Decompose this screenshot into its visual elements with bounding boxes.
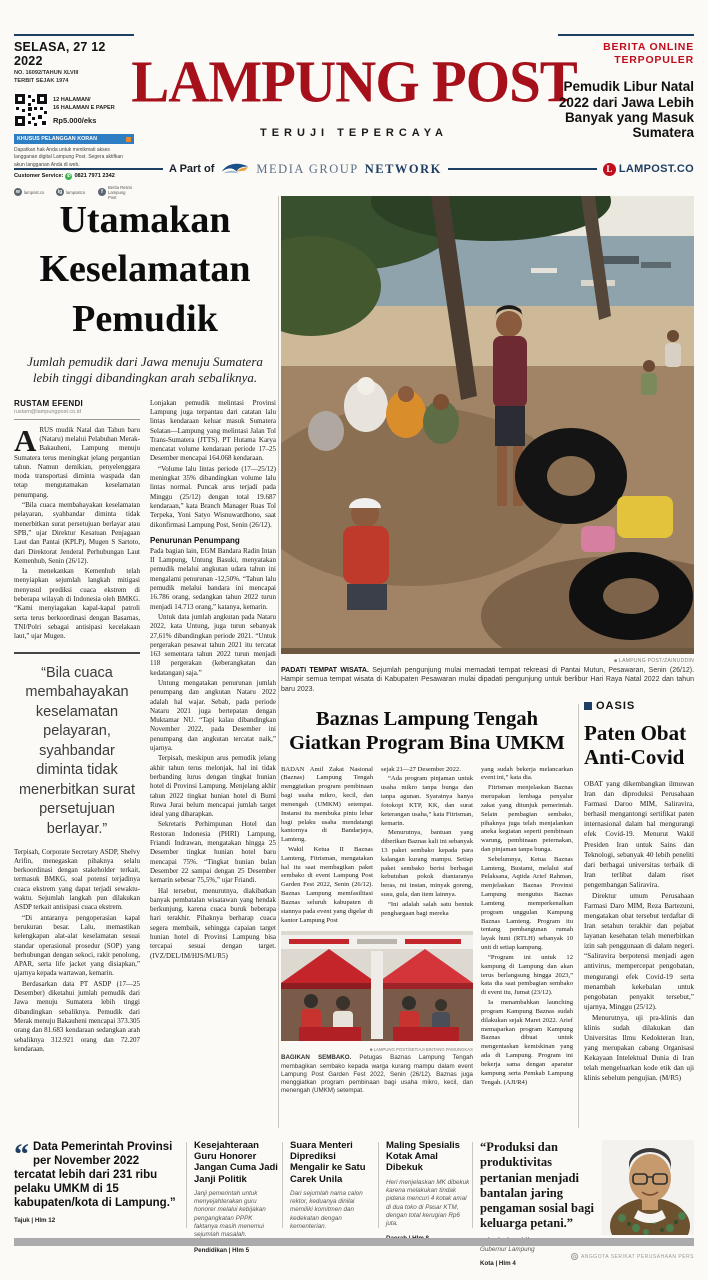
byline: RUSTAM EFENDI	[14, 398, 84, 408]
article-column-1	[14, 399, 140, 1054]
paragraph: “Ini adalah salah satu bentuk penghargaan bagi mereka	[381, 900, 473, 917]
divider	[14, 34, 134, 36]
teaser-pendidikan	[194, 1140, 278, 1254]
teaser-title: Maling Spesialis Kotak Amal Dibekuk	[386, 1140, 460, 1174]
teaser-title: Suara Menteri Diprediksi Mengalir ke Satu Carek Unila	[290, 1140, 366, 1185]
masthead-tagline: TERUJI TEPERCAYA	[260, 127, 448, 139]
pages-price-block	[53, 93, 115, 126]
oasis-label-row	[584, 700, 694, 712]
lead-photo-caption	[281, 658, 694, 694]
divider	[558, 34, 694, 36]
popular-label	[558, 41, 694, 67]
photo-caption-text	[281, 666, 694, 694]
lampost-logo	[603, 163, 694, 176]
photo-credit: ■ LAMPUNG POST/ZAINUDDIN	[614, 658, 694, 664]
navy-square-icon	[584, 702, 592, 710]
paragraph: sejak 21—27 Desember 2022.	[381, 765, 461, 773]
governor-portrait	[602, 1140, 694, 1235]
paragraph: OBAT yang dikembangkan ilmuwan Iran dan diproduksi Perusahaan Farmasi Daroo MIM, Saliravira, berhasil mengantongi sertifikat paten internasional dalam hal mengurangi efek Covid-19. Menurut Wakil Presiden Iran untuk Sains dan Teknologi, sebanyak 40 lebih peneliti dari berbagai universitas terbaik di Iran terlibat dalam riset pengembangan Saliravira.	[584, 780, 694, 889]
paragraph: Ia menambahkan launching program Kampung Baznas sudah dilakukan sejak Maret 2022. Arief memaparkan program Kampung Baznas dibuat untuk mengentaskan kemiskinan yang ada di Lampung. Program ini bekerja sama dengan aparatur kampung serta Pemkab Lampung Tengah. (AJI/R4)	[481, 999, 573, 1086]
baznas-article	[281, 708, 573, 1132]
popular-label-line2: TERPOPULER	[614, 54, 694, 67]
beach-photo-illustration	[281, 196, 694, 654]
caption-lead: BAGIKAN SEMBAKO.	[281, 1054, 352, 1062]
paragraph: Pada bagian lain, EGM Bandara Radin Intan II Lampung, Untung Basuki, menyatakan pemudik melalui angkutan udara tahun ini mengalami penurunan -12,50%. “Tahun lalu pemudik melalui bandara ini mencapai 16.786 orang, sedangkan tahun 2022 turun menjadi 14.713 orang,” katanya, kemarin.	[150, 546, 276, 611]
teaser-divider	[282, 1142, 283, 1228]
media-group-eagle-icon	[220, 160, 250, 178]
teaser-quote-block	[480, 1140, 596, 1267]
paragraph: Lonjakan pemudik melintasi Provinsi Lampung juga terpantau dari catatan lalu lintas kendaraan keluar masuk Sumatera Selatan—Lampung yang melintasi Jalan Tol Trans-Sumatera (JTTS). PT Hutama Karya mencatat volume kendaraan periode 17–25 Desember mencapai 164.068 kendaraan.	[150, 398, 276, 463]
masthead-title: LAMPUNG POST	[131, 49, 577, 116]
lead-photo	[281, 196, 694, 654]
lead-article	[14, 196, 276, 1128]
paragraph: Menurutnya, bantuan yang diberikan Baznas kali ini sebanyak 13 paket sembako kepada para kalangan kurang mampu. Setiap paket sembako berisi berbagai kebutuhan pokok diantaranya beras, mi instan, minyak goreng, susu, gula, dan item lainnya.	[381, 829, 473, 899]
column-divider	[278, 196, 279, 1128]
customer-service-label: Customer Service:	[14, 173, 64, 180]
paragraph: Sekretaris Perhimpunan Hotel dan Restoran Indonesia (PHRI) Lampung, Friandi Indrawan, mengatakan hingga 25 Desember tingkat hunian hotel baru mencapai 75%. “Tingkat hunian bulan Desember 22 sampai dengan 25 Desember kemarin sebesar 75,5%,” ujar Friandi.	[150, 820, 276, 885]
drop-cap: A	[14, 422, 37, 458]
lead-headline: Utamakan Keselamatan Pemudik	[39, 199, 251, 340]
oasis-headline: Paten Obat Anti-Covid	[584, 721, 687, 769]
governor-quote: “Produksi dan produktivitas pertanian menjadi bantalan jaring pengaman sosial bagi keluarga petani.”	[480, 1140, 594, 1231]
quote-icon: “	[14, 1138, 29, 1171]
network-label: NETWORK	[364, 161, 442, 176]
popular-online-block	[558, 34, 694, 141]
teaser-quote-text: Data Pemerintah Provinsi per November 2022 tercatat lebih dari 231 ribu pelaku UMKM di 15 kabupaten/kota di Lampung.”	[14, 1141, 176, 1210]
edition-number	[14, 70, 134, 85]
paragraph: Fitrisman menjelaskan Baznas merupakan lembaga penyalur zakat yang ditunjuk pemerintah. Selain pembagian sembako, pihaknya juga telah menjalankan aneka kegiatan seperti pembinaan warung, pembinaan peternakan, dan pinjaman tanpa bunga.	[481, 784, 573, 853]
divider	[448, 168, 597, 170]
paragraph-text: RUS mudik Natal dan Tahun baru (Nataru) melalui Pelabuhan Merak-Bakauheni, Lampung menuju Sumatera terus meningkat jelang pergantian tahun. Namun demikian, penyelenggara moda transportasi diminta waspada dan tetap mengutamakan keselamatan penumpang.	[14, 425, 140, 499]
baznas-column-1	[281, 766, 373, 926]
teaser-governor-quote	[480, 1140, 694, 1267]
paragraph	[14, 422, 140, 500]
photo-credit: ■ LAMPUNG POST/SETIAJI BINTANG PAMUNGKAS	[369, 1047, 473, 1053]
paragraph: yang sudah bekerja melancarkan event ini,” kata dia.	[481, 765, 573, 782]
media-group-label: MEDIA GROUP	[256, 161, 359, 176]
paragraph: Sebelumnya, Ketua Baznas Lamteng, Bustami, melalui staf Pelaksana, Aqtida Arief Rahman, menjelaskan Baznas Provinsi Lampung mengutus Baznas Lamteng memperkenalkan program unggulan Kampung Baznas Lamteng. Program itu tentang pembangunan rumah layak huni (RTLH) sebanyak 10 unit di setiap kampung.	[481, 855, 573, 952]
subscriber-banner	[14, 134, 134, 144]
paragraph: Untuk data jumlah angkutan pada Nataru 2022, kata Untung, juga turun sebanyak 27,61% dibandingkan periode 2021. “Untuk pergerakan pesawat tahun 2021 itu tercatat 163 sementara tahun 2022 turun menjadi 118 pergerakan (keberangkatan dan kedatangan) saja.”	[150, 612, 276, 677]
teaser-desc: Janji pemerintah untuk menyejahterakan guru honorer melalui kebijakan pengangkatan PPPK faktanya masih menemui sejumlah masalah.	[194, 1189, 266, 1239]
tents-photo-illustration	[281, 931, 473, 1041]
teaser-desc: Heri menjelaskan MK dibekuk karena melakukan tindak pidana mencuri 4 kotak amal di dua toko di Pasar KTM, dengan total kerugian Rp6 juta.	[386, 1178, 470, 1228]
social-label: Berita Resmi Lampung Post	[108, 184, 132, 200]
baznas-column-2	[381, 766, 473, 926]
teaser-daerah	[386, 1140, 470, 1242]
subscriber-note: Dapatkan hak Anda untuk menikmati akses langganan digital Lampung Post. Segera aktifkan akun langganan Anda di web.	[14, 147, 123, 168]
paragraph: “Bila cuaca membahayakan keselamatan pelayaran, syahbandar diminta tidak menerbitkan surat persetujuan berlayar atau SPB,” ujar Direktur Kesatuan Penjagaan Laut dan Pantai (KPLP), Mugen S Sartoto, dari Direktorat Jenderal Perhubungan Laut Kemenhub, Senin (26/12).	[14, 501, 140, 565]
teaser-title: Kesejahteraan Guru Honorer Jangan Cuma Jadi Janji Politik	[194, 1140, 278, 1185]
instagram-icon: ig	[57, 189, 63, 196]
paragraph: Wakil Ketua II Baznas Lamteng, Fitrisman, mengatakan hal itu saat membagikan paket sembako di event Lampung Post Garden Fest 2022, Senin (26/12). Baznas Lampung memfasilitasi Baznas seluruh kabupaten di stannya pada event yang digelar di kantor Lampung Post	[281, 845, 373, 924]
social-label: lampostco	[66, 189, 86, 195]
edition-no-line: NO. 16092/TAHUN XLVIII	[14, 70, 79, 76]
article-column-2	[150, 399, 276, 1054]
popular-story-title: Pemudik Libur Natal 2022 dari Jawa Lebih Banyak yang Masuk Sumatera	[558, 79, 694, 141]
footer-bar	[14, 1238, 694, 1246]
crosshead: Penurunan Penumpang	[150, 535, 240, 545]
paragraph: Ia menekankan Kemenhub telah menyiapkan sejumlah langkah mitigasi menyusul prediksi cuaca ekstrem di beberapa wilayah di Indonesia oleh BMKG. “Kami menyiagakan kapal-kapal patroli serta terus berkoordinasi dengan Basarnas, TNI/Polri sebagai antisipasi kecelakaan laut,” ujar Mugen.	[14, 567, 140, 641]
whatsapp-icon: ✆	[67, 173, 71, 179]
footer-note	[571, 1253, 694, 1260]
teaser-quote-tajuk	[14, 1140, 180, 1224]
press-association-icon: ♻	[572, 1253, 577, 1259]
lampost-l-icon: L	[603, 163, 616, 176]
teaser-ragam	[290, 1140, 374, 1245]
paragraph: “Di antaranya pengoperasian kapal berukuran besar. Lalu, memastikan kelengkapan alat-alat keselamatan sesuai standar operasional prosedur (SOP) yang berhubungan dengan sekoci, rakit penolong, APAR, serta life jacket yang disiapkan,” ujarnya kepada wartawan, kemarin.	[14, 913, 140, 978]
teaser-divider	[472, 1142, 473, 1228]
baznas-photo-block	[281, 931, 473, 1094]
teaser-divider	[378, 1142, 379, 1228]
column-divider	[578, 704, 579, 1128]
lampost-logo-text: LAMPOST.CO	[618, 163, 694, 175]
paragraph: Direktur umum Perusahaan Farmasi Daro MIM, Reza Bartezuni, mengatakan obat tersebut terdaftar di Iran setahun terakhir dan pejabat layanan kesehatan telah menerbitkan izin sah penggunaan di dalam negeri. “Saliravira berpotensi menjadi agen antivirus, mempercepat pengobatan, mengurangi efek Covid-19 serta menambah kekebalan untuk pengobatan penyakit tersebut,” ujarnya, Minggu (25/12).	[584, 891, 694, 1011]
pages-line1: 12 HALAMAN/	[53, 97, 91, 104]
since-line: TERBIT SEJAK 1974	[14, 77, 69, 84]
paragraph: Menurutnya, uji pra-klinis dan klinis sudah dilakukan dan Universitas Ilmu Kedokteran Iran, yang merupakan cabang Organisasi Kekayaan Intelektual Dunia di Iran telah mengeluarkan kode etik dan uji klinis sebelum pengujian. (M/R5)	[584, 1013, 694, 1083]
teaser-footer: Tajuk | Hlm 12	[14, 1217, 56, 1225]
oasis-label-text: OASIS	[596, 700, 636, 712]
teaser-divider	[186, 1142, 187, 1228]
popular-label-line1: BERITA ONLINE	[603, 41, 694, 53]
paragraph: “Ada program pinjaman untuk usaha mikro tanpa bunga dan tanpa agunan. Syaratnya hanya fotokopi KTP, KK, dan surat keterangan usaha,” kata Fitrisman, kemarin.	[381, 775, 473, 827]
paragraph: “Volume lalu lintas periode (17—25/12) meningkat 35% dibandingkan volume lalu lintas normal. Puncak arus terjadi pada Minggu (25/12) dengan total 19.687 kendaraan,” kata Branch Manager Ruas Tol Terpeka, Yoni Satyo Wisnuwardhono, saat dikonfirmasi Lampung Post, Senin (26/12).	[150, 464, 276, 529]
divider	[14, 168, 163, 170]
qr-code	[14, 93, 48, 127]
paragraph: Terpisah, meskipun arus pemudik jelang akhir tahun terus melonjak, hal ini tidak berbanding lurus dengan tingkat hunian hotel di Provinsi Lampung. Menjelang akhir tahun 2022 tingkat hunian hotel di Bumi Ruwa Jurai belum mencapai jumlah target ideal yang diharapkan.	[150, 754, 276, 819]
facebook-icon: f	[98, 188, 106, 196]
edition-date: SELASA, 27 12 2022	[14, 40, 106, 68]
price: Rp5.000/eks	[53, 115, 97, 125]
paragraph: BADAN Amil Zakat Nasional (Baznas) Lampung Tengah menggiatkan program pembinaan bagi usaha mikro, kecil, dan menengah (UMKM) setempat. Instansi itu membuka pintu lebar bagi pelaku usaha mendatangi kantornya di Bandarjaya, Lamteng.	[281, 765, 373, 844]
teaser-footer: Kota | Hlm 4	[480, 1259, 516, 1267]
baznas-caption	[281, 1054, 473, 1094]
teaser-footer: Pendidikan | Hlm 5	[194, 1246, 250, 1254]
oasis-box	[584, 700, 694, 1136]
social-label: lampost.co	[24, 189, 45, 195]
caption-body: Petugas Baznas Lampung Tengah membagikan sembako kepada warga kurang mampu dalam event Lampung Post Garden Fest 2022, Senin (26/12). Baznas juga menggiatkan program pembinaan bagi usaha mikro, kecil, dan menengah (UMKM) setempat.	[281, 1054, 473, 1094]
baznas-column-3	[481, 766, 573, 1095]
network-bar	[14, 160, 694, 178]
paragraph: Terpisah, Corporate Secretary ASDP, Shelvy Arifin, menegaskan pihaknya selalu berkoordinasi dengan stakeholder terkait, termasuk BMKG, soal potensi terjadinya cuaca ekstrem yang dapat terjadi sewaktu-waktu. Sejumlah langkah pun dilakukan ASDP terkait antisipasi cuaca ekstrem.	[14, 847, 140, 912]
caption-lead: PADATI TEMPAT WISATA.	[281, 667, 369, 674]
teaser-desc: Dari sejumlah nama calon rektor, keduanya dinilai memiliki komitmen dan kedekatan dengan kementerian.	[290, 1189, 363, 1230]
masthead-block	[128, 50, 580, 139]
paragraph: Untung mengatakan penurunan jumlah penumpang dan angkutan Nataru 2022 adalah hal wajar. Sebab, pada periode Nataru 2021 juga bertepatan dengan Muktamar NU. “Tapi kalau dibandingkan November 2022, pada Desember ini penumpang dan angkutan tercatat naik,” ujarnya.	[150, 678, 276, 753]
paragraph: “Program ini untuk 12 kampung di Lampung dan akan terus berlangsung hingga 2023,” kata dia saat pembagian sembako di event itu, Jumat (23/12).	[481, 953, 573, 997]
governor-role: Gubernur Lampung	[480, 1245, 535, 1253]
paragraph: Berdasarkan data PT ASDP (17—25 Desember) diketahui jumlah pemudik dari Jawa menuju Sumatera lebih tinggi dibandingkan sebaliknya. Pemudik dari Merak menuju Bakauheni mencapai 373.305 orang dan 81.683 kendaraan sedangkan arah sebaliknya 312.921 orang dan 72.207 kendaraan.	[14, 979, 140, 1053]
web-icon: w	[14, 188, 22, 196]
baznas-headline: Baznas Lampung Tengah Giatkan Program Bina UMKM	[289, 708, 565, 754]
paragraph: Hal tersebut, menurutnya, diakibatkan banyak pembatalan wisatawan yang hendak berkunjung, karena cuaca buruk beberapa hari terakhir. Pihaknya berharap cuaca segera membaik, sehingga capaian target hunian hotel di Provinsi Lampung bisa tercapai sesuai dengan target. (IVZ/DEL/IM/HJS/M1/R5)	[150, 886, 276, 960]
customer-service-number: 0821 7971 2342	[74, 173, 115, 180]
footer-note-text: ANGGOTA SERIKAT PERUSAHAAN PERS	[580, 1253, 694, 1260]
pull-quote: “Bila cuaca membahayakan keselamatan pelayaran, syahbandar diminta tidak menerbitkan surat persetujuan berlayar.”	[14, 652, 140, 840]
caption-body: Sejumlah pengunjung mulai memadati tempat rekreasi di Pantai Mutun, Pesawaran, Senin (26/12). Hampir semua tempat wisata di Kabupaten Pesawaran mulai dipadati pengunjung untuk berlibur Hari Raya Natal 2022 dan tahun baru 2023.	[281, 667, 695, 693]
part-of-label: A Part of	[168, 163, 215, 175]
pages-line2: 16 HALAMAN E PAPER	[53, 105, 115, 112]
lead-subhead: Jumlah pemudik dari Jawa menuju Sumatera lebih tinggi dibandingkan arah sebaliknya.	[27, 354, 263, 386]
byline-email: rustam@lampungpost.co.id	[14, 409, 140, 420]
subscriber-banner-label: KHUSUS PELANGGAN KORAN	[17, 136, 97, 143]
